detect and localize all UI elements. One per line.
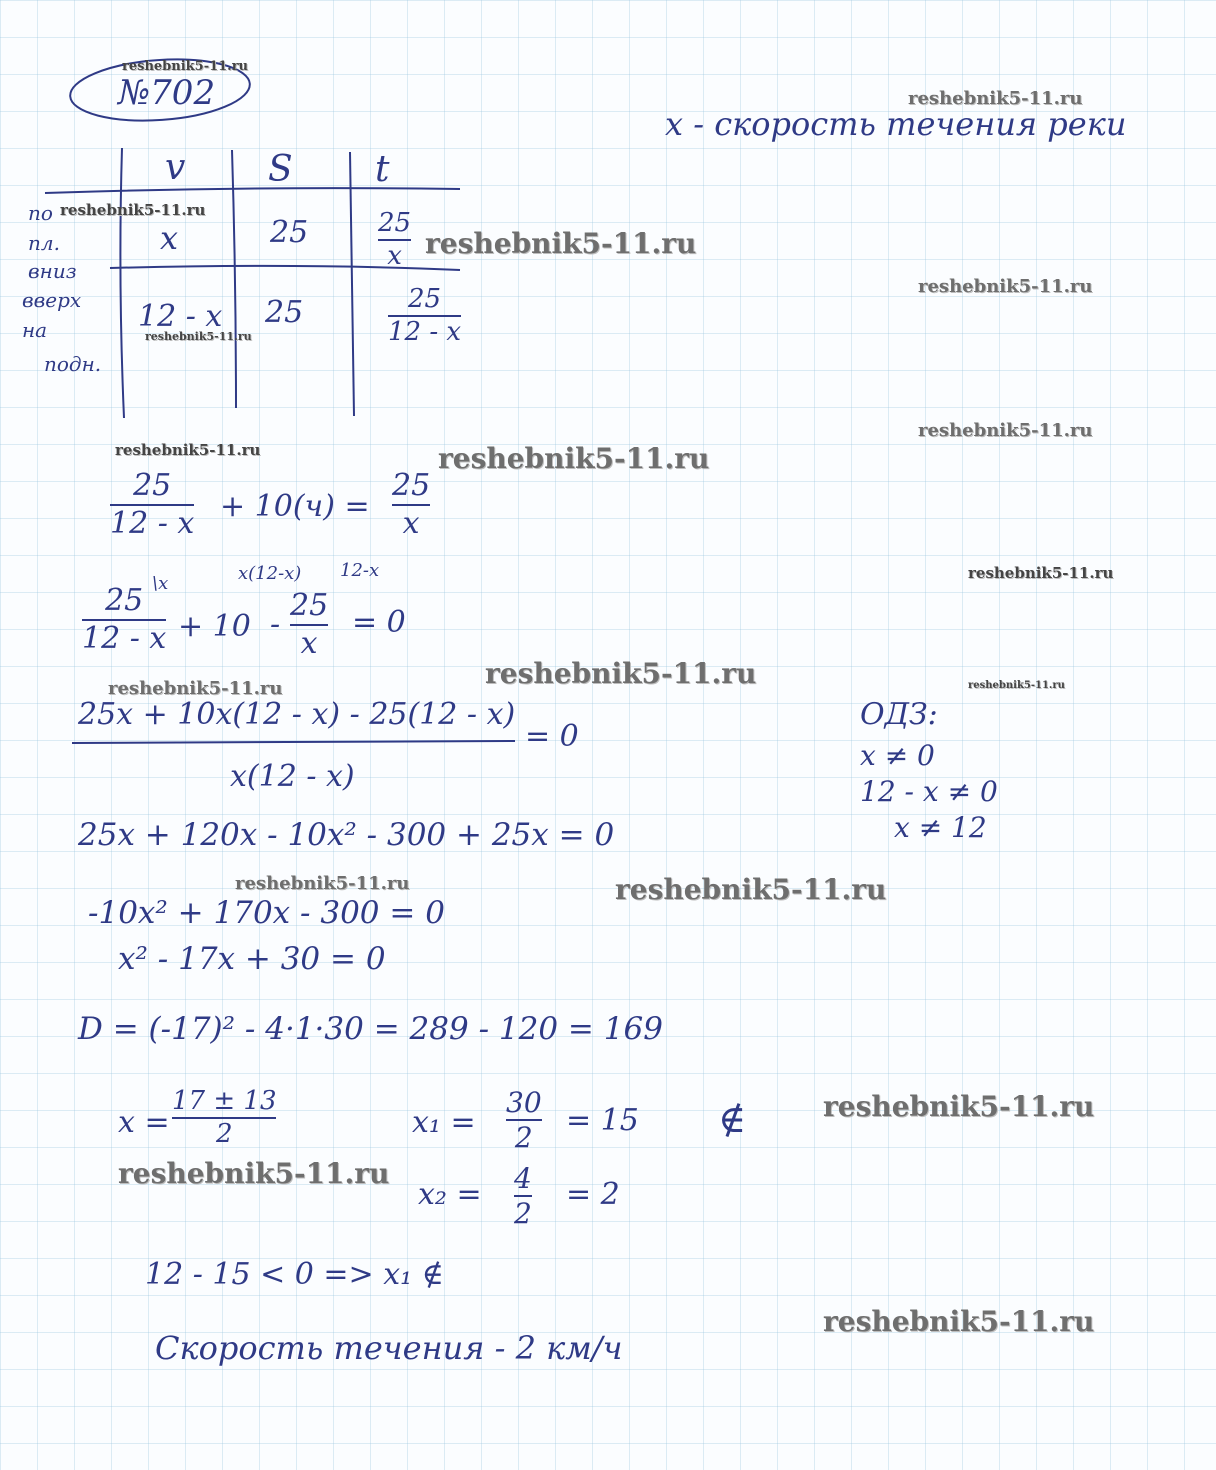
row-2-label-line: вверх [22, 288, 82, 312]
table-col-line-3 [350, 152, 354, 416]
problem-number: №702 [118, 73, 216, 113]
row-2-label-line: подн. [44, 352, 102, 376]
row-1-label-line: пл. [28, 231, 60, 255]
roots-x2-den: 2 [514, 1197, 532, 1231]
watermark: reshebnik5-11.ru [968, 564, 1114, 582]
roots-x2-fraction [514, 1164, 532, 1229]
table-row-2-label [22, 290, 101, 374]
header-note: x - скорость течения реки [665, 105, 1127, 143]
watermark: reshebnik5-11.ru [115, 441, 261, 459]
odz-line: x ≠ 0 [860, 739, 935, 772]
roots-x2-prefix: x₂ = [418, 1177, 482, 1212]
table-row-2-s: 25 [265, 295, 304, 330]
eq3-rhs: = 0 [525, 719, 579, 754]
roots-x1-prefix: x₁ = [412, 1105, 476, 1140]
table-header-t: t [375, 149, 390, 190]
watermark: reshebnik5-11.ru [108, 678, 283, 699]
eq1-right-den: x [402, 505, 420, 541]
eq4: 25x + 120x - 10x² - 300 + 25x = 0 [78, 817, 615, 853]
watermark: reshebnik5-11.ru [823, 1090, 1095, 1123]
roots-x1-value: = 15 [566, 1103, 639, 1138]
roots-x-prefix: x = [118, 1105, 170, 1140]
table-header-line [45, 188, 460, 193]
eq2-right-num: 25 [290, 588, 329, 623]
eq2-left-den: 12 - x [82, 620, 167, 656]
roots-x-fraction [172, 1088, 276, 1149]
eq1-left-num: 25 [133, 468, 172, 503]
roots-x-den: 2 [215, 1119, 233, 1150]
table-row-1-v: x [160, 219, 179, 257]
eq2-right-den: x [300, 625, 318, 661]
roots-x2-num: 4 [514, 1162, 532, 1195]
row-1-label-line: по [28, 201, 53, 225]
odz-line: x ≠ 12 [894, 811, 987, 844]
eq7: D = (-17)² - 4·1·30 = 289 - 120 = 169 [78, 1011, 663, 1047]
eq2-left-num: 25 [105, 583, 144, 618]
watermark: reshebnik5-11.ru [425, 227, 697, 260]
table-header-v: v [165, 147, 186, 188]
watermark: reshebnik5-11.ru [908, 88, 1083, 109]
eq3-fraction-bar [72, 741, 515, 743]
roots-x1-fraction [506, 1088, 542, 1153]
roots-x1-mark: ∉ [718, 1097, 747, 1141]
table-row-1-t-den: x [387, 241, 402, 272]
watermark: reshebnik5-11.ru [918, 276, 1093, 297]
watermark: reshebnik5-11.ru [438, 442, 710, 475]
row-2-label-line: на [22, 318, 48, 342]
table-row-2-t [388, 286, 461, 347]
eq1-right-num: 25 [392, 468, 431, 503]
eq2-minus: - [270, 607, 281, 642]
watermark: reshebnik5-11.ru [823, 1305, 1095, 1338]
table-row-1-t-num: 25 [378, 208, 412, 238]
eq3-numerator: 25x + 10x(12 - x) - 25(12 - x) [78, 697, 516, 732]
odz-title: ОДЗ: [860, 697, 938, 732]
table-row-2-t-den: 12 - x [388, 317, 462, 348]
eq6: x² - 17x + 30 = 0 [118, 941, 386, 977]
check-line: 12 - 15 < 0 => x₁ ∉ [145, 1257, 444, 1292]
table-row-2-v: 12 - x [138, 299, 223, 334]
eq2-right-fraction [290, 590, 328, 659]
roots-x-num: 17 ± 13 [172, 1086, 277, 1116]
watermark: reshebnik5-11.ru [145, 330, 252, 343]
answer-line: Скорость течения - 2 км/ч [155, 1329, 623, 1367]
watermark: reshebnik5-11.ru [485, 657, 757, 690]
eq5: -10x² + 170x - 300 = 0 [88, 895, 445, 931]
eq1-left-den: 12 - x [110, 505, 195, 541]
row-1-label-line: вниз [28, 259, 77, 283]
odz-block [860, 697, 998, 844]
watermark: reshebnik5-11.ru [122, 59, 249, 74]
eq2-left-fraction [82, 585, 166, 654]
watermark: reshebnik5-11.ru [615, 873, 887, 906]
eq3-denominator: x(12 - x) [230, 759, 355, 794]
table-row-1-t [378, 210, 411, 271]
eq2-middle-multiplier: x(12-x) [238, 563, 302, 584]
eq1-left-fraction [110, 470, 194, 539]
eq1-right-fraction [392, 470, 430, 539]
roots-x1-den: 2 [514, 1121, 533, 1155]
eq1-middle: + 10(ч) = [220, 489, 370, 524]
eq2-middle: + 10 [178, 609, 251, 644]
watermark: reshebnik5-11.ru [968, 680, 1065, 691]
table-row-2-t-num: 25 [407, 284, 442, 314]
table-row-1-s: 25 [270, 215, 309, 250]
roots-x2-value: = 2 [566, 1177, 620, 1212]
watermark: reshebnik5-11.ru [235, 873, 410, 894]
odz-line: 12 - x ≠ 0 [860, 775, 998, 808]
watermark: reshebnik5-11.ru [60, 201, 206, 219]
watermark: reshebnik5-11.ru [918, 420, 1093, 441]
watermark: reshebnik5-11.ru [118, 1157, 390, 1190]
eq2-right-multiplier: 12-x [340, 560, 380, 581]
table-col-line-1 [120, 148, 124, 418]
roots-x1-num: 30 [506, 1086, 542, 1119]
eq2-left-multiplier: \x [152, 573, 169, 594]
table-header-s: S [268, 149, 293, 190]
eq2-rhs: = 0 [352, 605, 406, 640]
